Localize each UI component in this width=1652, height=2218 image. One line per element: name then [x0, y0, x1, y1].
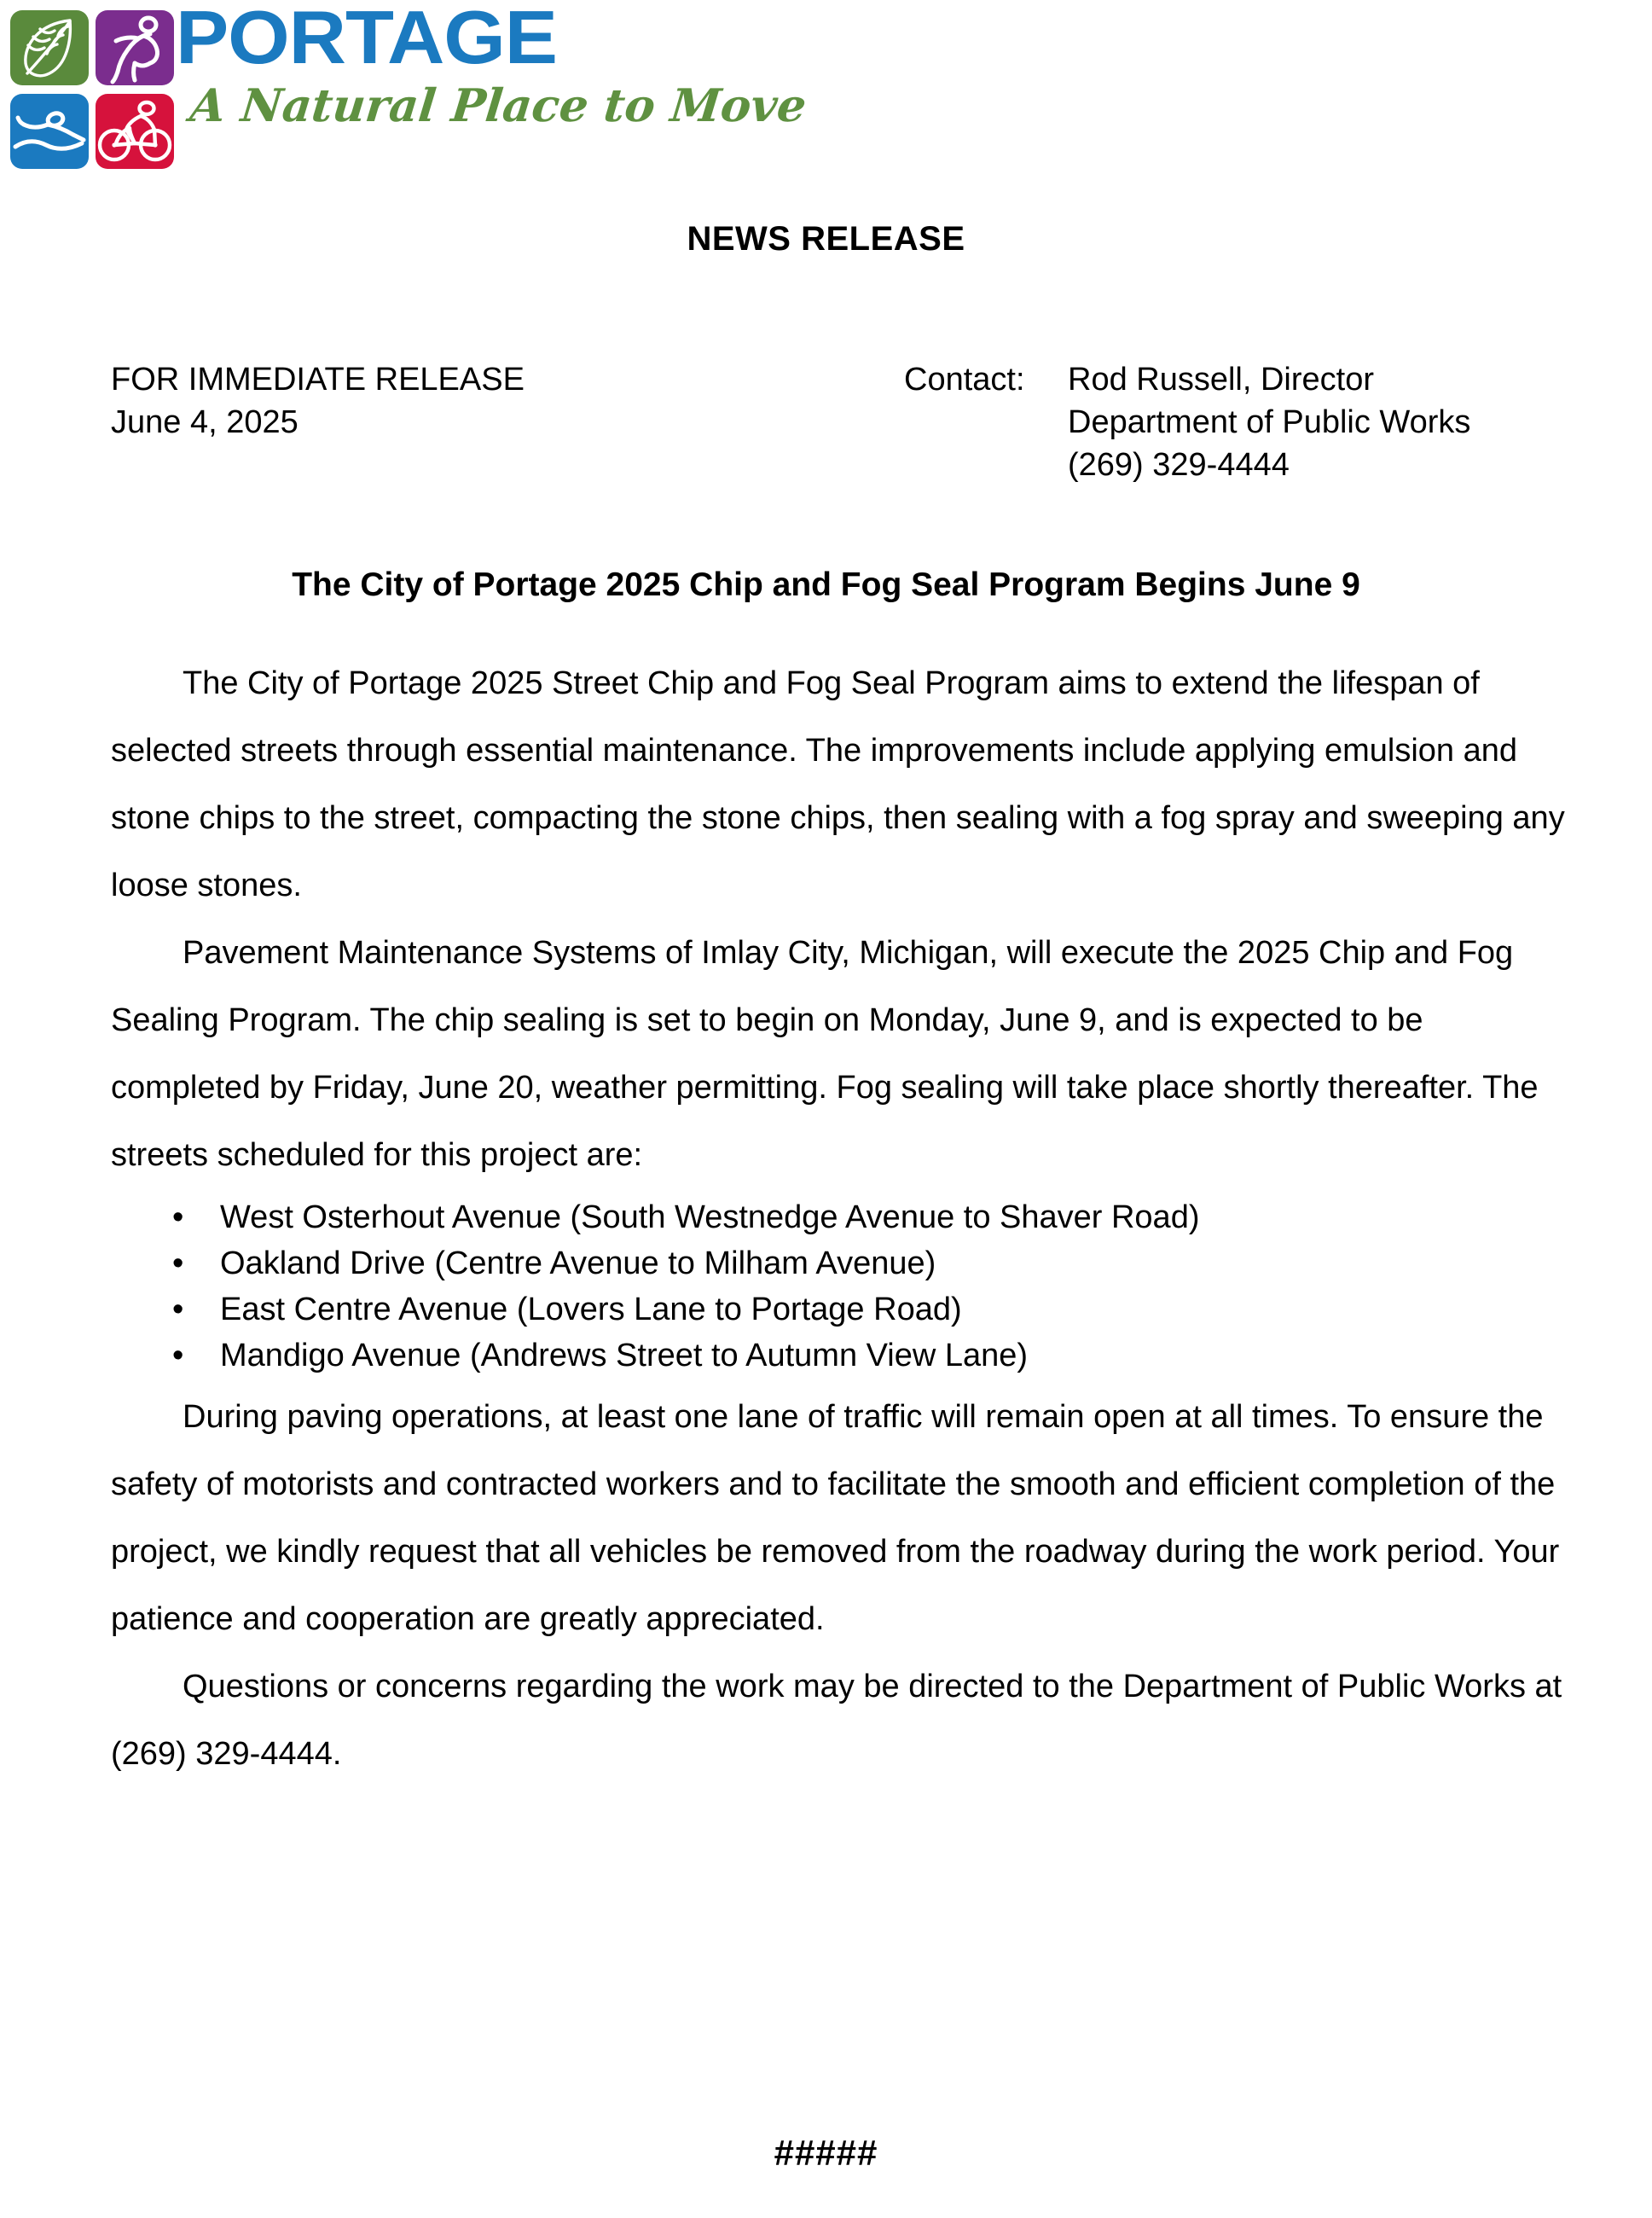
- paragraph-3: During paving operations, at least one lane of traffic will remain open at all times. To ensure the safety of motorists and contracted workers and to facilitate the smooth and efficient completion of the project, we kindly request that all vehicles be removed from the roadway during the work period. Your patience and cooperation are greatly appreciated.: [111, 1399, 1560, 1637]
- leaf-tile: [10, 10, 89, 85]
- leaf-icon: [10, 10, 89, 85]
- paragraph-2: Pavement Maintenance Systems of Imlay City, Michigan, will execute the 2025 Chip and Fog Sealing Program. The chip sealing is set to begin on Monday, June 9, and is expected to be completed by Friday, June 20, weather permitting. Fog sealing will take place shortly thereafter. The streets scheduled for this project are:: [111, 935, 1539, 1173]
- list-item: [111, 1240, 1565, 1286]
- page-title: NEWS RELEASE: [687, 220, 965, 258]
- street-name: Oakland Drive (Centre Avenue to Milham Avenue): [220, 1245, 936, 1281]
- release-body: [111, 650, 1565, 1788]
- swimmer-tile: [10, 94, 89, 169]
- contact-label: Contact:: [904, 362, 1025, 398]
- street-name: Mandigo Avenue (Andrews Street to Autumn View Lane): [220, 1338, 1029, 1373]
- swimmer-icon: [10, 94, 89, 169]
- runner-icon: [96, 10, 174, 85]
- logo-tagline: A Natural Place to Move: [188, 79, 809, 132]
- release-headline: The City of Portage 2025 Chip and Fog Seal Program Begins June 9: [292, 566, 1360, 603]
- runner-tile: [96, 10, 174, 85]
- release-date: June 4, 2025: [111, 404, 299, 440]
- bullet-icon: •: [172, 1292, 184, 1327]
- release-status: FOR IMMEDIATE RELEASE: [111, 362, 525, 398]
- bullet-icon: •: [172, 1245, 184, 1281]
- portage-city-logo: [7, 0, 809, 176]
- contact-name: Rod Russell, Director: [1068, 362, 1374, 398]
- cyclist-icon: [96, 94, 174, 169]
- list-item: [111, 1286, 1565, 1333]
- bullet-icon: •: [172, 1199, 184, 1235]
- contact-block: [904, 358, 1470, 486]
- contact-department: Department of Public Works: [1068, 404, 1471, 440]
- contact-phone: (269) 329-4444: [1068, 447, 1290, 483]
- logo-icon-tiles: [10, 10, 177, 171]
- closing-marks: #####: [774, 2133, 878, 2173]
- contact-lines: [1068, 358, 1470, 486]
- release-meta-left: [111, 358, 525, 444]
- bullet-icon: •: [172, 1338, 184, 1373]
- paragraph-1: The City of Portage 2025 Street Chip and Fog Seal Program aims to extend the lifespan of selected streets through essential maintenance. The improvements include applying emulsion and stone chips to the street, compacting the stone chips, then sealing with a fog spray and sweeping any loose stones.: [111, 665, 1565, 903]
- paragraph-4: Questions or concerns regarding the work may be directed to the Department of Public Works at (269) 329-4444.: [111, 1669, 1562, 1772]
- street-name: West Osterhout Avenue (South Westnedge Avenue to Shaver Road): [220, 1199, 1200, 1235]
- logo-wordmark: PORTAGE: [176, 0, 557, 79]
- street-name: East Centre Avenue (Lovers Lane to Portage Road): [220, 1292, 962, 1327]
- cyclist-tile: [96, 94, 174, 169]
- list-item: [111, 1194, 1565, 1240]
- list-item: [111, 1333, 1565, 1379]
- street-list: [111, 1194, 1565, 1379]
